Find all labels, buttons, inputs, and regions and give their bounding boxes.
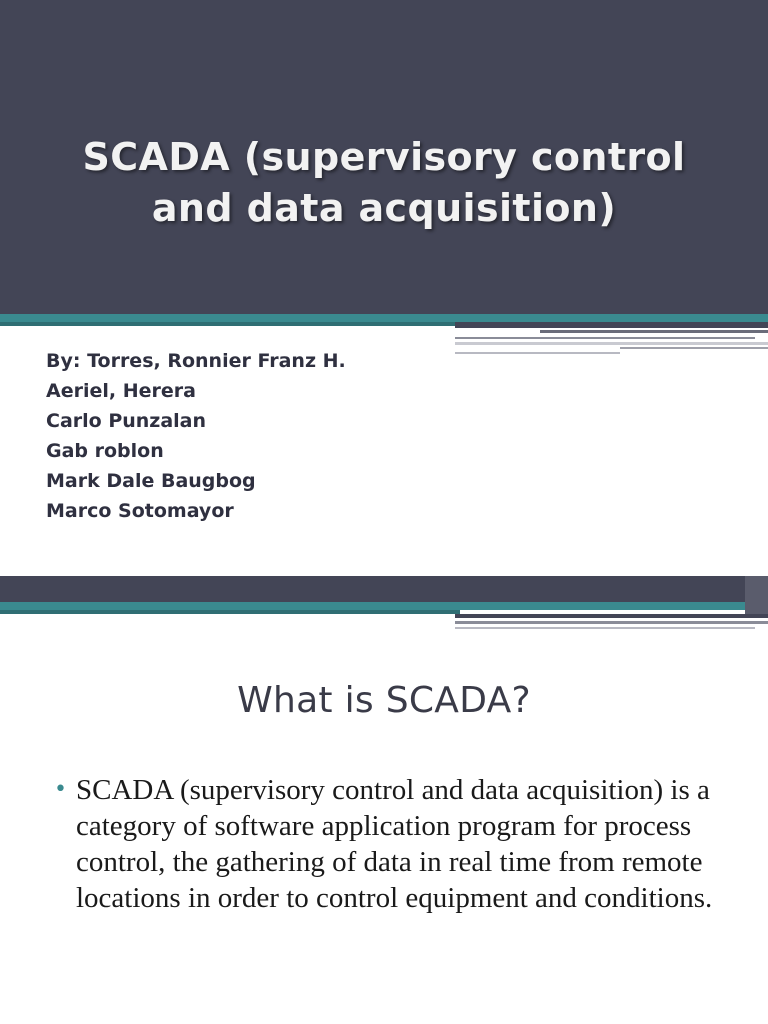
author-list bbox=[46, 346, 346, 526]
author-line: Mark Dale Baugbog bbox=[46, 470, 256, 492]
dark-stripe bbox=[0, 610, 460, 614]
content-slide bbox=[0, 576, 768, 1024]
accent-line bbox=[455, 342, 768, 345]
bullet-item bbox=[54, 772, 734, 916]
accent-line bbox=[745, 576, 768, 614]
slide-title-line-2: and data acquisition) bbox=[151, 186, 617, 230]
teal-stripe bbox=[0, 602, 745, 610]
accent-line bbox=[540, 330, 768, 333]
accent-line bbox=[455, 621, 768, 624]
accent-line bbox=[455, 322, 768, 328]
teal-stripe bbox=[0, 314, 768, 322]
accent-line bbox=[455, 352, 620, 354]
author-line: Gab roblon bbox=[46, 440, 164, 462]
header-band bbox=[0, 576, 768, 602]
dark-stripe bbox=[0, 322, 460, 326]
slide-title-line-1: SCADA (supervisory control bbox=[82, 135, 686, 179]
author-line: Carlo Punzalan bbox=[46, 410, 207, 432]
bullet-text: SCADA (supervisory control and data acquisition) is a category of software application program for process control, the gathering of data in real time from remote locations in order to control equipment and conditions. bbox=[76, 774, 713, 914]
author-line: Aeriel, Herera bbox=[46, 380, 196, 402]
slide-heading: What is SCADA? bbox=[237, 680, 531, 721]
author-line: Marco Sotomayor bbox=[46, 500, 234, 522]
accent-line bbox=[455, 614, 768, 618]
accent-line bbox=[620, 347, 768, 349]
accent-line bbox=[455, 337, 755, 339]
author-line: By: Torres, Ronnier Franz H. bbox=[46, 350, 346, 372]
slide-title bbox=[0, 132, 768, 234]
bullet-marker: • bbox=[54, 777, 67, 802]
accent-line bbox=[455, 627, 755, 629]
